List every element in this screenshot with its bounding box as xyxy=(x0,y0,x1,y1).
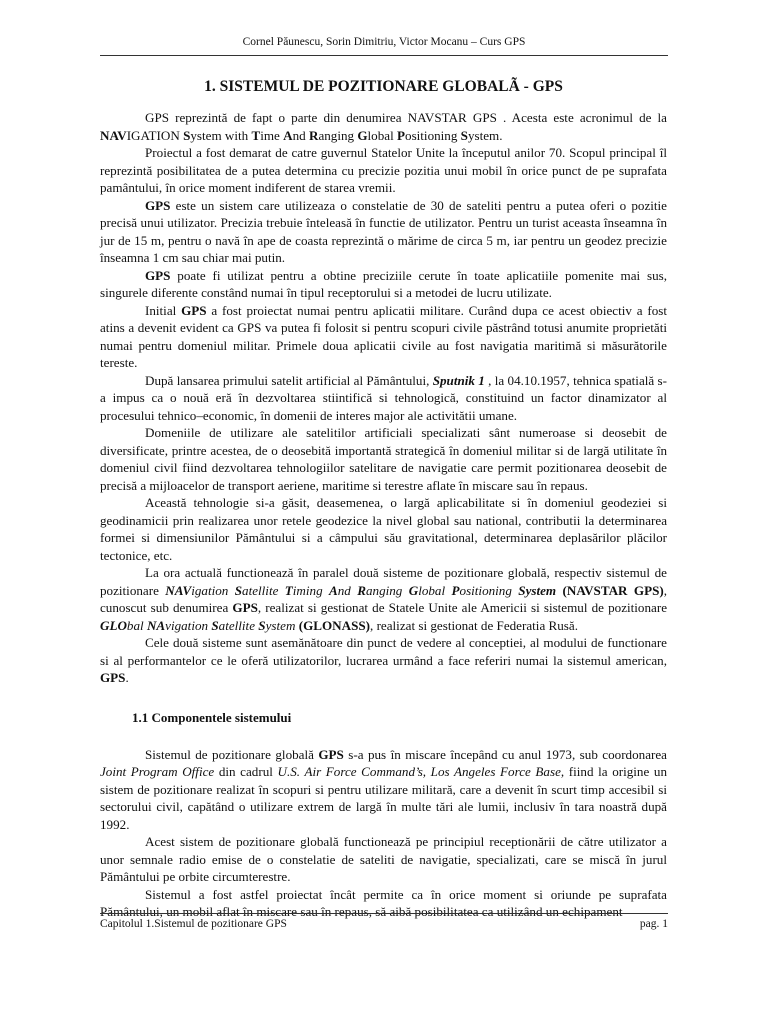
paragraph: Cele două sisteme sunt asemănătoare din punct de vedere al conceptiei, al modului de functionare si al performantelor ce le oferă utilizatorilor, lucrarea urmând a face referiri numai la sistemul american, GPS. xyxy=(100,635,667,685)
paragraph: Initial GPS a fost proiectat numai pentru aplicatii militare. Curând dupa ce acest obiectiv a fost atins a devenit evident ca GPS va putea fi folosit si pentru scopuri civile păstrând totusi anumite proprietăti numai pentru domeniul militar. Primele doua aplicatii civile au fost navigatia maritimă si măsurătorile tereste. xyxy=(100,302,667,370)
paragraph: GPS este un sistem care utilizeaza o constelatie de 30 de sateliti pentru a putea oferi o pozitie precisă unui utilizator. Precizia trebuie înteleasă în functie de utilizator. Pentru un turist aceasta înseamna în jur de 15 m, pentru o navă în ape de coasta reprezintă o mărime de circa 5 m, iar pentru un geodez precizie înseamna 1 cm sau chiar mai putin. xyxy=(100,197,667,265)
paragraph: După lansarea primului satelit artificial al Pământului, Sputnik 1 , la 04.10.1957, tehnica spatială s-a impus ca o nouă eră în dezvoltarea stiintifică si tehnologică, constituind un factor dinamizator al procesului tehnico–economic, în domenii de interes major ale activitătii umane. xyxy=(100,372,668,423)
paragraph: Domeniile de utilizare ale satelitilor artificiali specializati sânt numeroase si deosebit de diversificate, printre acestea, de o deosebită importantă strategică în domeniul militar si de largă utilitate în domeniul civil fiind dezvoltarea tehnologiilor satelitare de navigatie care permit pozitionarea deosebit de precisă a mijloacelor de transport aeriene, maritime si terestre aflate în miscare sau în repaus. xyxy=(100,425,667,493)
paragraph: GPS poate fi utilizat pentru a obtine preciziile cerute în toate aplicatiile pomenite mai sus, singurele diferente constând numai în tipul receptorului si a metodei de lucru utilizate. xyxy=(100,267,667,300)
section-title: 1.1 Componentele sistemului xyxy=(132,709,292,725)
running-footer xyxy=(100,913,668,932)
paragraph: GPS reprezintă de fapt o parte din denumirea NAVSTAR GPS . Acesta este acronimul de la NAVIGATION System with Time And Ranging Global Positioning System. xyxy=(100,110,667,143)
footer-chapter-label: Capitolul 1.Sistemul de pozitionare GPS xyxy=(100,918,287,930)
paragraph: La ora actuală functionează în paralel două sisteme de pozitionare globală, respectiv sistemul de pozitionare NAVigation Satellite Timing And Ranging Global Positioning System (NAVSTAR GPS), cunoscut sub denumirea GPS, realizat si gestionat de Statele Unite ale Americii si sistemul de pozitionare GLObal NAvigation Satellite System (GLONASS), realizat si gestionat de Federatia Rusă. xyxy=(100,565,668,633)
paragraph: Acest sistem de pozitionare globală functionează pe principiul receptionării de către utilizator a unor semnale radio emise de o constelatie de sateliti de navigatie, specializati, care se miscă în jurul Pământului pe orbite circumterestre. xyxy=(100,834,667,884)
paragraph: Proiectul a fost demarat de catre guvernul Statelor Unite la începutul anilor 70. Scopul principal îl reprezintă posibilitatea de a putea determina cu precizie pozitia unui mobil în orice punct de pe suprafata pamântului, în orice moment indiferent de starea vremii. xyxy=(100,145,667,195)
paragraph: Sistemul a fost astfel proiectat încât permite ca în orice moment si oriunde pe suprafata Pământului, un mobil aflat în miscare sau în repaus, să aibă posibilitatea ca utilizând un echipament xyxy=(100,886,667,919)
paragraph: Această tehnologie si-a găsit, deasemenea, o largă aplicabilitate si în domeniul geodeziei si geodinamicii prin realizarea unor retele geodezice la nivel global sau national, contributii la determinarea formei si dimensiunilor Pământului si a câmpului său gravitational, determinarea deplasărilor plăcilor tectonice, etc. xyxy=(100,495,667,563)
page-number: pag. 1 xyxy=(639,918,668,930)
chapter-title: 1. SISTEMUL DE POZITIONARE GLOBALÃ - GPS xyxy=(204,78,563,95)
page-content xyxy=(100,76,667,921)
running-header: Cornel Păunescu, Sorin Dimitriu, Victor Mocanu – Curs GPS xyxy=(100,34,668,56)
paragraph: Sistemul de pozitionare globală GPS s-a pus în miscare începând cu anul 1973, sub coordonarea Joint Program Office din cadrul U.S. Air Force Command’s, Los Angeles Force Base, fiind la origine un sistem de pozitionare realizat în scopuri si pentru utilizare militară, care a devenit în scurt timp accesibil si sectorului civil, capătând o utilizare extrem de largă în multe tări ale lumii, inclusiv în tara noastră după 1992. xyxy=(100,746,667,832)
